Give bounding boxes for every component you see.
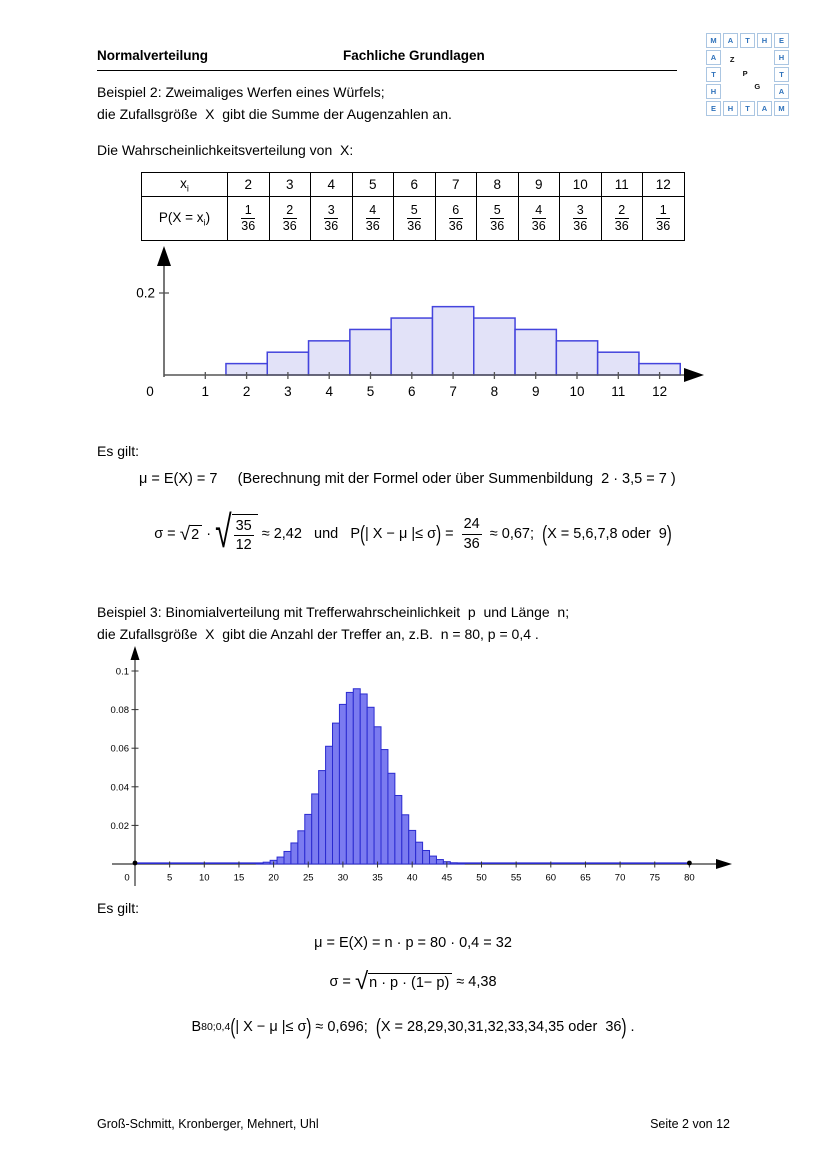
x-values-note: X = 5,6,7,8 oder 9 <box>547 526 667 542</box>
formula-sigma-b3 <box>0 962 826 1002</box>
formula-mu-b2-left: μ = E(X) = 7 <box>139 471 218 487</box>
x-tick-label: 20 <box>268 872 279 884</box>
bar-sum-10 <box>556 341 597 375</box>
interval-point-80 <box>687 861 692 866</box>
table-probability-fraction: $\frac{1}{36}$ <box>228 197 270 241</box>
bar-sum-7 <box>432 307 473 375</box>
logo-letter: H <box>706 84 721 99</box>
formula-mu-b2-spacer <box>217 471 237 487</box>
bar-sum-4 <box>309 341 350 375</box>
x-tick-label: 35 <box>372 872 383 884</box>
sqrt-35-12 <box>215 507 258 558</box>
table-probability-fraction: $\frac{5}{36}$ <box>477 197 519 241</box>
sigma-lead: σ = <box>154 526 180 542</box>
interval-point-0 <box>133 861 138 866</box>
table-header-xi: $x_i$ <box>142 173 228 197</box>
frac-24-36 <box>462 515 482 552</box>
dot-op: · <box>202 526 216 542</box>
beispiel3-line2: die Zufallsgröße X gibt die Anzahl der Treffer an, z.B. n = 80, p = 0,4 . <box>97 626 539 642</box>
lparen: ( <box>230 1014 236 1040</box>
table-probability-fraction: $\frac{6}{36}$ <box>435 197 477 241</box>
bar-k-38 <box>395 795 402 864</box>
bar-sum-6 <box>391 318 432 375</box>
bar-k-21 <box>277 857 284 864</box>
gap <box>534 526 542 542</box>
y-tick-label: 0.2 <box>136 285 155 301</box>
bar-k-43 <box>430 856 437 864</box>
bar-k-35 <box>374 727 381 864</box>
table-x-value: 5 <box>352 173 394 197</box>
bar-k-31 <box>346 692 353 864</box>
logo-letter: H <box>774 50 789 65</box>
dice-sum-chart <box>120 244 720 402</box>
formula-mu-b2-right: (Berechnung mit der Formel oder über Summenbildung 2 · 3,5 = 7 ) <box>237 471 676 487</box>
rparen: ) <box>436 521 442 547</box>
table-x-value: 8 <box>477 173 519 197</box>
logo-letter: T <box>740 101 755 116</box>
sigma-lead: σ = <box>329 974 355 990</box>
bar-k-46 <box>450 863 457 864</box>
bar-k-26 <box>312 794 319 864</box>
period: . <box>626 1019 635 1035</box>
formula-mu-b3 <box>0 931 826 955</box>
y-axis-arrow <box>131 646 140 660</box>
beispiel3-line1: Beispiel 3: Binomialverteilung mit Trefferwahrscheinlichkeit p und Länge n; <box>97 604 570 620</box>
logo-letter: T <box>706 67 721 82</box>
header-rule <box>97 70 677 71</box>
logo-center <box>723 50 772 99</box>
table-probability-fraction: $\frac{5}{36}$ <box>394 197 436 241</box>
bar-k-18 <box>256 863 263 864</box>
sqrt-35-12-radicand <box>232 514 258 554</box>
bar-k-32 <box>353 689 360 864</box>
bar-k-47 <box>457 863 464 864</box>
formula-binomial-prob <box>0 1010 826 1044</box>
logo-letter: A <box>723 33 738 48</box>
table-probability-fraction: $\frac{2}{36}$ <box>601 197 643 241</box>
table-row-label-p: $P(X = x_i)$ <box>142 197 228 241</box>
bar-k-40 <box>409 830 416 864</box>
x-tick-label: 55 <box>510 872 522 884</box>
b-symbol: B <box>191 1019 202 1035</box>
bar-k-22 <box>284 851 291 864</box>
table-probability-fraction: $\frac{3}{36}$ <box>311 197 353 241</box>
radical-sign: √ <box>179 523 191 545</box>
sqrt-npq <box>355 970 452 994</box>
es-gilt-1: Es gilt: <box>97 443 140 459</box>
logo-center-letter: G <box>754 82 761 92</box>
beispiel2-line2: die Zufallsgröße X gibt die Summe der Augenzahlen an. <box>97 106 452 122</box>
table-x-value: 10 <box>560 173 602 197</box>
bar-k-28 <box>326 746 333 864</box>
x-tick-label: 10 <box>199 872 210 884</box>
table-x-value: 9 <box>518 173 560 197</box>
bar-k-34 <box>367 707 374 864</box>
x-tick-label: 60 <box>545 872 557 884</box>
es-gilt-2: Es gilt: <box>97 900 140 916</box>
x-tick-label: 3 <box>284 384 292 399</box>
logo-letter: H <box>723 101 738 116</box>
table-x-value: 11 <box>601 173 643 197</box>
approx-438: ≈ 4,38 <box>452 974 497 990</box>
header-title-center: Fachliche Grundlagen <box>343 48 485 63</box>
logo-center-letter: Z <box>729 54 735 64</box>
footer-authors: Groß-Schmitt, Kronberger, Mehnert, Uhl <box>97 1117 319 1131</box>
bar-k-41 <box>416 842 423 864</box>
table-x-value: 12 <box>643 173 685 197</box>
table-probability-fraction: $\frac{2}{36}$ <box>269 197 311 241</box>
logo-letter: E <box>774 33 789 48</box>
x-tick-label: 45 <box>441 872 453 884</box>
bar-k-30 <box>339 704 346 864</box>
table-probability-fraction: $\frac{4}{36}$ <box>518 197 560 241</box>
bar-sum-5 <box>350 329 391 375</box>
lparen: ( <box>375 1014 381 1040</box>
x-tick-label: 6 <box>408 384 416 399</box>
x-tick-label: 8 <box>490 384 499 399</box>
p-symbol: P <box>350 526 360 542</box>
x-tick-label: 0 <box>124 872 130 884</box>
radical-sign: √ <box>215 507 232 558</box>
x-axis-arrow <box>716 859 732 869</box>
approx-067: ≈ 0,67; <box>485 526 535 542</box>
x-tick-label: 2 <box>242 384 251 399</box>
table-probability-fraction: $\frac{4}{36}$ <box>352 197 394 241</box>
probability-table <box>141 172 685 241</box>
x-tick-label: 4 <box>325 384 333 399</box>
bar-k-24 <box>298 831 305 864</box>
bar-k-19 <box>263 862 270 864</box>
bar-k-33 <box>360 694 367 864</box>
logo-letter: H <box>757 33 772 48</box>
frac-num: 24 <box>463 516 480 533</box>
x-tick-label: 11 <box>611 384 626 399</box>
logo-letter: A <box>774 84 789 99</box>
table-x-value: 4 <box>311 173 353 197</box>
bar-k-37 <box>388 773 395 864</box>
y-tick-label: 0.06 <box>110 743 129 755</box>
b-argument: | X − μ |≤ σ <box>235 1019 307 1035</box>
table-x-value: 6 <box>394 173 436 197</box>
formula-sigma-b2 <box>0 505 826 563</box>
rparen: ) <box>306 1014 312 1040</box>
x-tick-label: 70 <box>614 872 626 884</box>
bar-sum-3 <box>267 352 308 375</box>
sqrt-2-radicand: 2 <box>190 525 202 543</box>
x-tick-label: 9 <box>531 384 540 399</box>
binomial-chart <box>100 643 748 895</box>
logo-letter: T <box>774 67 789 82</box>
table-x-value: 7 <box>435 173 477 197</box>
logo-center-letter: P <box>742 68 748 78</box>
verteilung-intro: Die Wahrscheinlichkeitsverteilung von X: <box>97 142 354 158</box>
bar-k-39 <box>402 815 409 864</box>
y-tick-label: 0.08 <box>110 705 129 717</box>
x-axis-arrow <box>684 368 704 382</box>
x-values-note: X = 28,29,30,31,32,33,34,35 oder 36 <box>380 1019 622 1035</box>
x-tick-label: 12 <box>652 384 668 399</box>
rparen: ) <box>621 1014 627 1040</box>
bar-k-44 <box>436 860 443 864</box>
table-probability-fraction: $\frac{3}{36}$ <box>560 197 602 241</box>
x-tick-label: 5 <box>366 384 375 399</box>
bar-sum-9 <box>515 329 556 375</box>
x-tick-label: 0 <box>146 384 154 399</box>
bar-sum-11 <box>598 352 639 375</box>
y-tick-label: 0.02 <box>110 820 129 832</box>
header-title-left: Normalverteilung <box>97 48 209 63</box>
rparen: ) <box>666 521 672 547</box>
und-text: und <box>301 526 351 542</box>
x-tick-label: 25 <box>302 872 314 884</box>
bar-k-29 <box>333 723 340 864</box>
radical-sign: √ <box>354 968 369 995</box>
lparen: ( <box>542 521 548 547</box>
approx-242: ≈ 2,42 <box>257 526 302 542</box>
x-tick-label: 40 <box>406 872 418 884</box>
table-probability-fraction: $\frac{1}{36}$ <box>643 197 685 241</box>
x-tick-label: 30 <box>337 872 349 884</box>
y-tick-label: 0.04 <box>110 782 129 794</box>
formula-mu-b3-text: μ = E(X) = n · p = 80 · 0,4 = 32 <box>314 935 512 951</box>
bar-k-42 <box>423 850 430 864</box>
frac-den: 36 <box>463 535 480 552</box>
y-axis-arrow <box>157 246 171 266</box>
frac-num: 35 <box>235 517 252 534</box>
bar-k-36 <box>381 750 388 864</box>
frac-den: 12 <box>235 537 252 553</box>
x-tick-label: 80 <box>684 872 695 884</box>
x-tick-label: 50 <box>476 872 487 884</box>
bar-k-27 <box>319 771 326 864</box>
bar-k-25 <box>305 814 312 864</box>
y-tick-label: 0.1 <box>115 666 129 678</box>
formula-mu-b2 <box>139 471 676 487</box>
x-tick-label: 10 <box>569 384 585 399</box>
gap <box>368 1019 376 1035</box>
table-x-value: 2 <box>228 173 270 197</box>
x-tick-label: 75 <box>649 872 661 884</box>
beispiel2-line1: Beispiel 2: Zweimaliges Werfen eines Würfels; <box>97 84 385 100</box>
approx-0696: ≈ 0,696; <box>311 1019 368 1035</box>
logo-letter: E <box>706 101 721 116</box>
logo-letter: M <box>706 33 721 48</box>
lparen: ( <box>360 521 365 547</box>
logo-letter: A <box>706 50 721 65</box>
equals: = <box>441 526 458 542</box>
logo-letter: M <box>774 101 789 116</box>
x-tick-label: 65 <box>580 872 591 884</box>
table-x-value: 3 <box>269 173 311 197</box>
x-tick-label: 15 <box>233 872 245 884</box>
zpg-mathe-logo <box>706 33 789 116</box>
logo-letter: T <box>740 33 755 48</box>
x-tick-label: 7 <box>449 384 457 399</box>
sqrt-npq-radicand: n · p · (1− p) <box>368 973 452 991</box>
bar-sum-8 <box>474 318 515 375</box>
x-tick-label: 5 <box>167 872 173 884</box>
x-tick-label: 1 <box>201 384 210 399</box>
footer-page-number: Seite 2 von 12 <box>650 1117 730 1131</box>
logo-letter: A <box>757 101 772 116</box>
b-subscript: 80;0,4 <box>201 1021 231 1033</box>
sqrt-2 <box>180 525 203 544</box>
p-argument: | X − μ |≤ σ <box>365 526 437 542</box>
bar-k-23 <box>291 843 298 864</box>
